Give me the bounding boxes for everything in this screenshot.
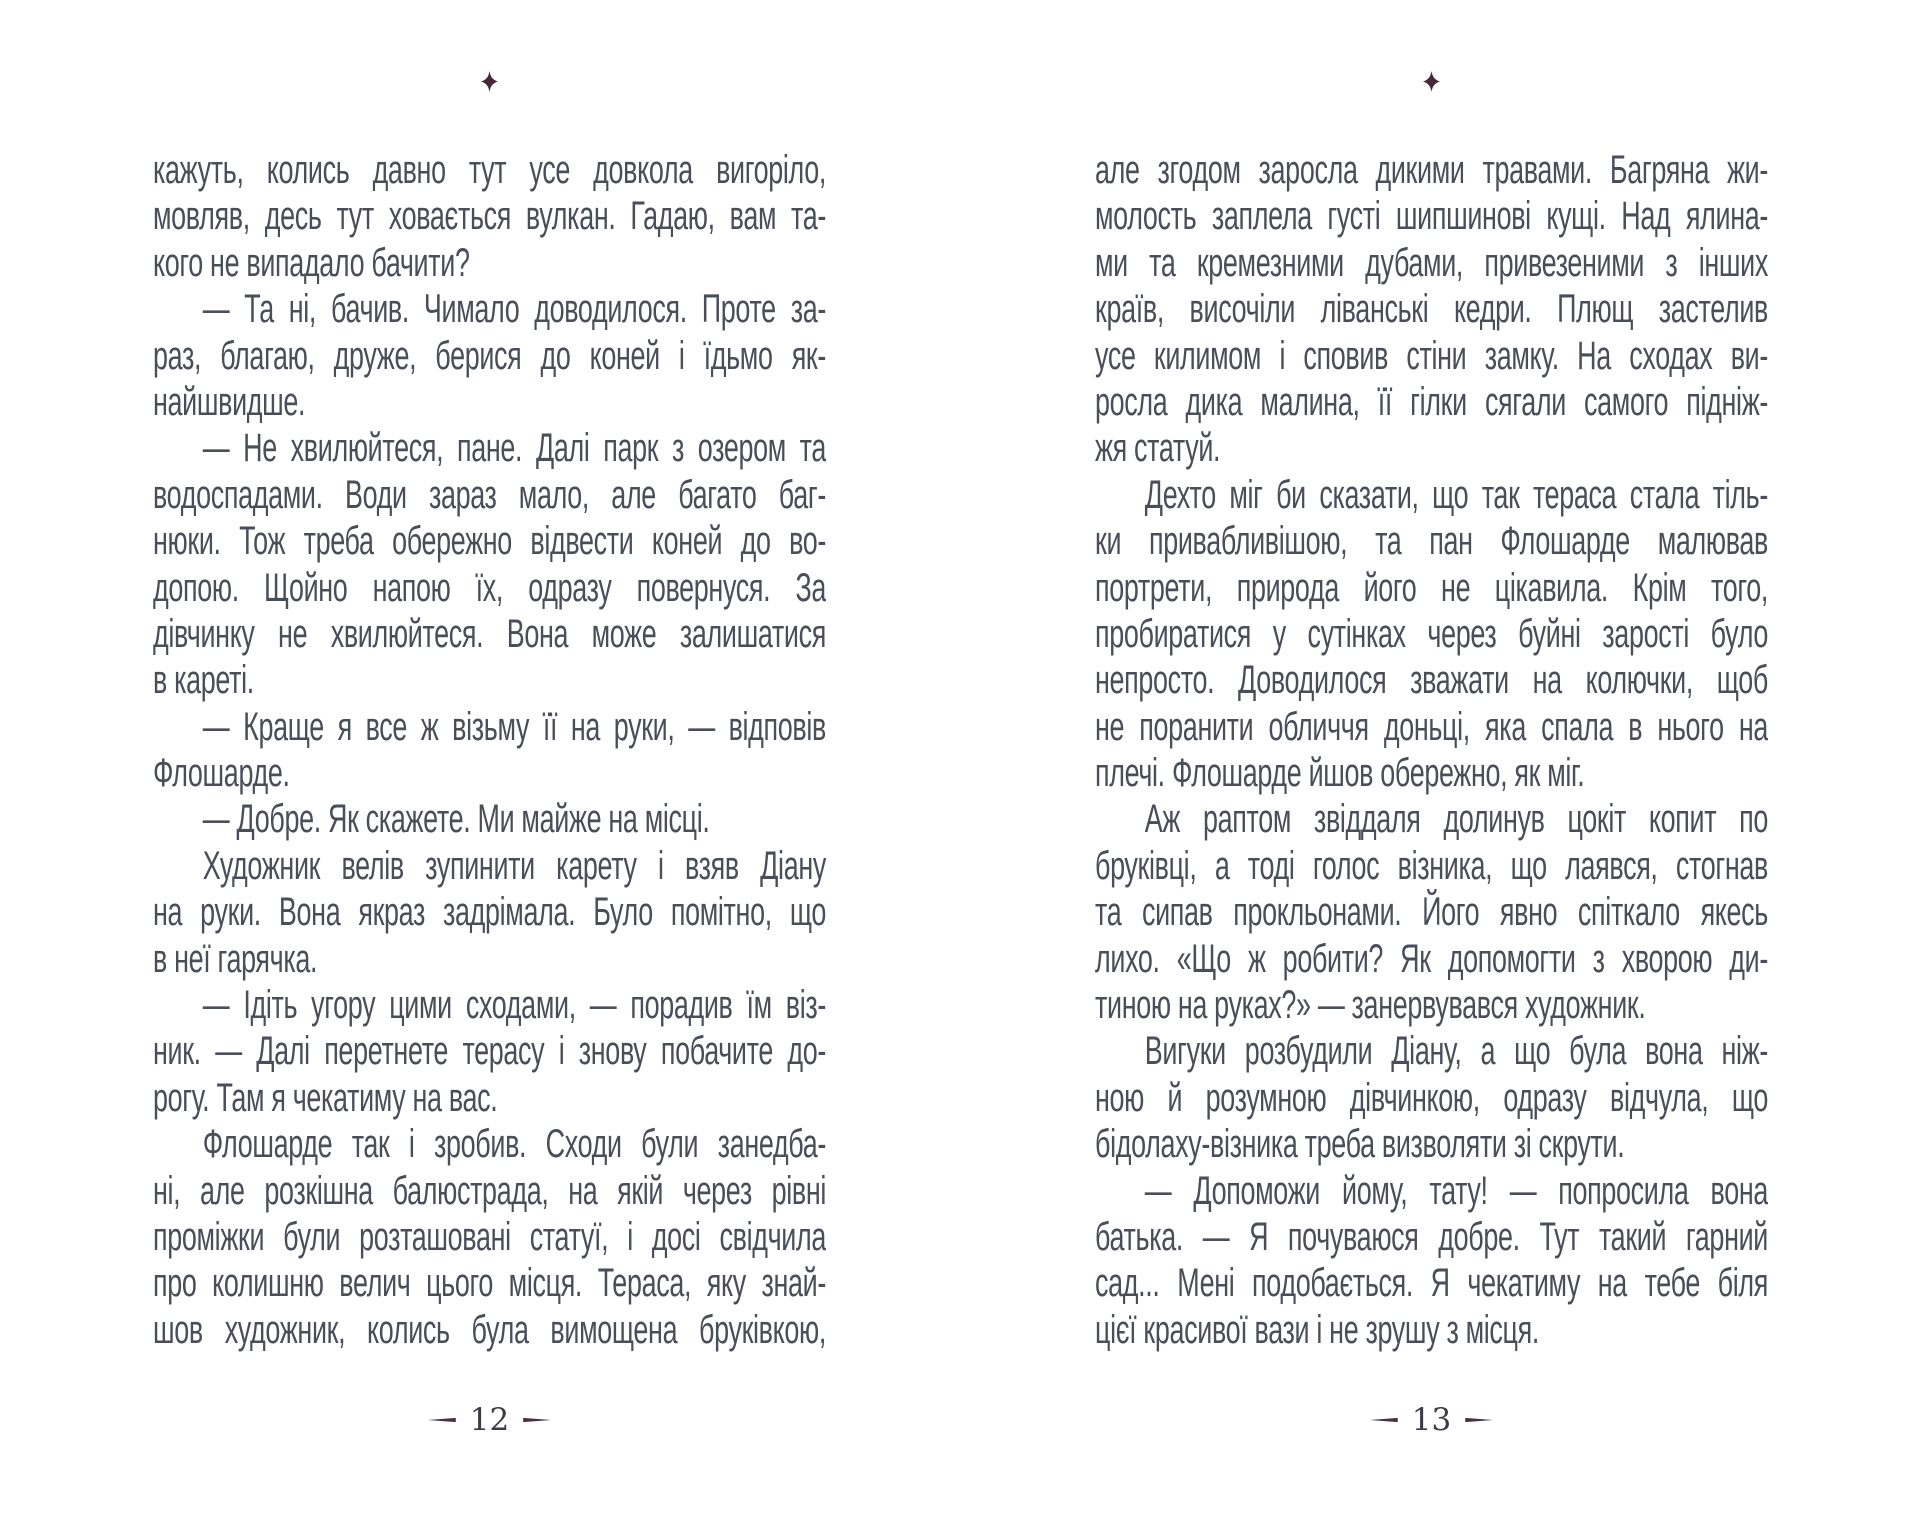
text-line: раз, благаю, друже, берися до коней і їдьмо як-	[153, 333, 826, 378]
text-line: — Та ні, бачив. Чимало доводилося. Проте за-	[202, 287, 826, 332]
text-line: непросто. Доводилося зважати на колючки, щоб	[1095, 658, 1768, 703]
text-line: в неї гарячка.	[153, 936, 318, 981]
folio-dash-left-icon	[428, 1418, 456, 1423]
text-line: рогу. Там я чекатиму на вас.	[153, 1075, 498, 1120]
text-line: ною й розумною дівчинкою, одразу відчула, що	[1095, 1075, 1768, 1120]
text-line: Флошарде.	[153, 751, 290, 796]
text-line: ник. — Далі перетнете терасу і знову побачите до-	[153, 1029, 826, 1074]
text-line: кого не випадало бачити?	[153, 240, 470, 285]
text-line: Вигуки розбудили Діану, а що була вона ніж-	[1144, 1029, 1768, 1074]
text-line: — Допоможи йому, тату! — попросила вона	[1144, 1168, 1768, 1213]
folio-dash-left-icon	[1370, 1418, 1398, 1423]
chapter-ornament-icon	[1423, 71, 1440, 92]
text-line: — Ідіть угору цими сходами, — порадив їм віз-	[202, 983, 826, 1028]
text-line: ки привабливішою, та пан Флошарде малював	[1095, 519, 1768, 564]
text-line: тиною на руках?» — занервувався художник.	[1095, 983, 1646, 1028]
text-line: шов художник, колись була вимощена бруківкою,	[153, 1307, 826, 1352]
text-line: Дехто міг би сказати, що так тераса стала тіль-	[1144, 472, 1768, 517]
page-footer-right	[1095, 1402, 1768, 1438]
text-line: але згодом заросла дикими травами. Багряна жи-	[1095, 148, 1768, 192]
text-line: — Добре. Як скажете. Ми майже на місці.	[202, 797, 710, 842]
text-line: жя статуй.	[1095, 426, 1221, 471]
text-line: дівчинку не хвилюйтеся. Вона може залишатися	[153, 611, 826, 656]
text-line: не поранити обличчя доньці, яка спала в нього на	[1095, 704, 1768, 749]
text-line: усе килимом і сповив стіни замку. На сходах ви-	[1095, 333, 1768, 378]
page-text-right	[1095, 147, 1768, 1353]
text-line: та сипав прокльонами. Його явно спіткало якесь	[1095, 890, 1768, 935]
text-line: портрети, природа його не цікавила. Крім того,	[1095, 565, 1768, 610]
text-line: плечі. Флошарде йшов обережно, як міг.	[1095, 751, 1585, 796]
text-line: на руки. Вона якраз задрімала. Було помітно, що	[153, 890, 826, 935]
text-line: росла дика малина, її гілки сягали самого підніж-	[1095, 379, 1768, 424]
text-line: цієї красивої вази і не зрушу з місця.	[1095, 1307, 1540, 1352]
page-footer-left	[153, 1402, 826, 1438]
text-line: Флошарде так і зробив. Сходи були занедба-	[202, 1122, 826, 1167]
text-line: в кареті.	[153, 658, 254, 703]
text-line: допою. Щойно напою їх, одразу повернуся. За	[153, 565, 826, 610]
text-line: водоспадами. Води зараз мало, але багато баг-	[153, 472, 826, 517]
text-line: Аж раптом звіддаля долинув цокіт копит по	[1144, 797, 1768, 842]
text-line: ми та кремезними дубами, привезеними з інших	[1095, 240, 1768, 285]
text-line: найшвидше.	[153, 379, 306, 424]
page-right	[960, 0, 1920, 1523]
text-line: кажуть, колись давно тут усе довкола вигоріло,	[153, 148, 826, 192]
text-line: Художник велів зупинити карету і взяв Діану	[202, 843, 826, 888]
text-line: країв, височіли ліванські кедри. Плющ застелив	[1095, 287, 1768, 332]
folio-dash-right-icon	[1465, 1418, 1493, 1423]
text-line: батька. — Я почуваюся добре. Тут такий гарний	[1095, 1214, 1768, 1259]
page-text-left	[153, 147, 826, 1353]
text-line: про колишню велич цього місця. Тераса, яку знай-	[153, 1261, 826, 1306]
text-line: лихо. «Що ж робити? Як допомогти з хворою ди-	[1095, 936, 1768, 981]
page-number-left: 12	[469, 1402, 510, 1438]
text-line: — Краще я все ж візьму її на руки, — відповів	[202, 704, 826, 749]
chapter-ornament-icon	[481, 71, 498, 92]
text-line: сад... Мені подобається. Я чекатиму на тебе біля	[1095, 1261, 1768, 1306]
text-line: молость заплела густі шипшинові кущі. Над ялина-	[1095, 194, 1768, 239]
text-line: — Не хвилюйтеся, пане. Далі парк з озером та	[202, 426, 826, 471]
page-number-right: 13	[1411, 1402, 1452, 1438]
text-line: пробиратися у сутінках через буйні зарості було	[1095, 611, 1768, 656]
text-line: ні, але розкішна балюстрада, на якій через рівні	[153, 1168, 826, 1213]
folio-dash-right-icon	[523, 1418, 551, 1423]
text-line: нюки. Тож треба обережно відвести коней до во-	[153, 519, 826, 564]
text-line: бруківці, а тоді голос візника, що лаявся, стогнав	[1095, 843, 1768, 888]
text-line: мовляв, десь тут ховається вулкан. Гадаю, вам та-	[153, 194, 826, 239]
text-line: бідолаху-візника треба визволяти зі скрути.	[1095, 1122, 1625, 1167]
text-line: проміжки були розташовані статуї, і досі свідчила	[153, 1214, 826, 1259]
